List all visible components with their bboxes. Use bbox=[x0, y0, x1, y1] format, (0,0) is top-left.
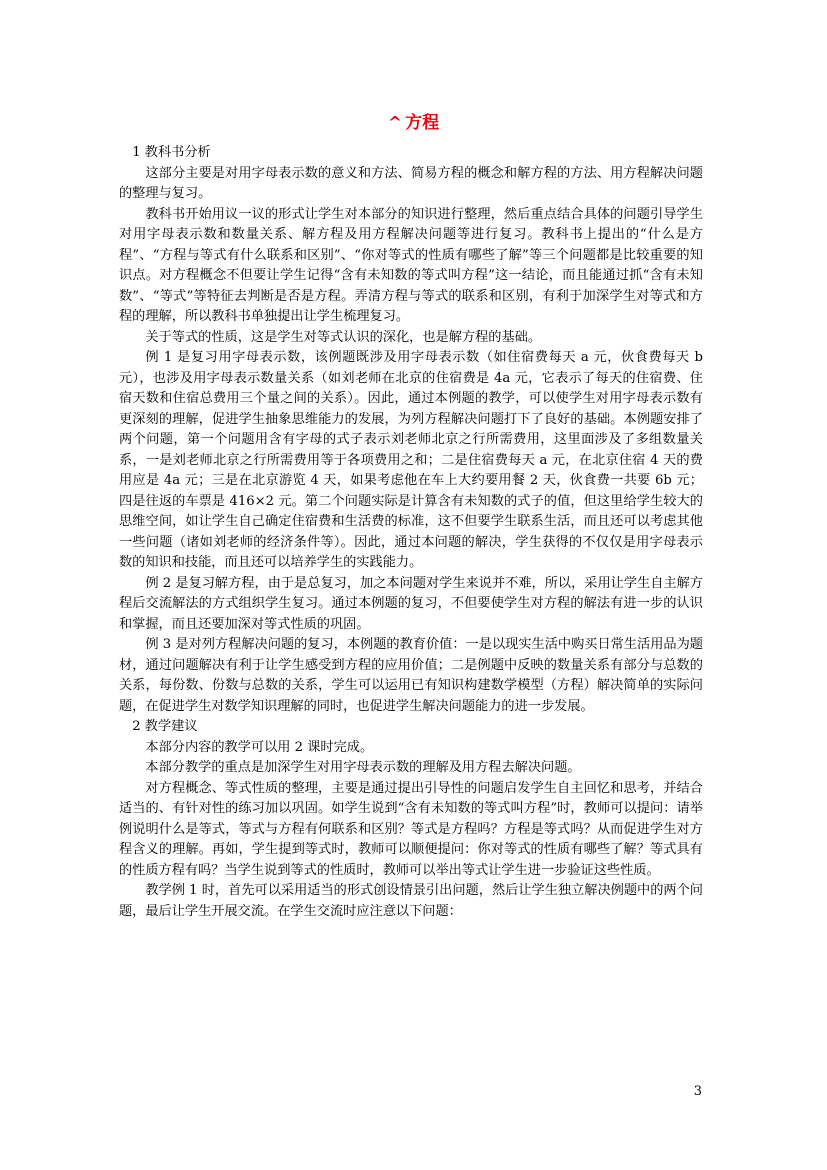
paragraph: 例 2 是复习解方程，由于是总复习，加之本问题对学生来说并不难，所以，采用让学生自主解方程后交流解法的方式组织学生复习。通过本例题的复习，不但要使学生对方程的解法有进一步的认识和掌握，而且还要加深对等式性质的巩固。 bbox=[119, 575, 703, 632]
document-body bbox=[119, 143, 703, 922]
page-title-text: 方程 bbox=[405, 113, 440, 133]
section-heading-1: 1 教科书分析 bbox=[132, 145, 211, 160]
paragraph: 本部分教学的重点是加深学生对用字母表示数的理解及用方程去解决问题。 bbox=[145, 760, 581, 775]
page-number: 3 bbox=[693, 1084, 702, 1099]
paragraph: 例 3 是对列方程解决问题的复习，本例题的教育价值：一是以现实生活中购买日常生活用品为题材，通过问题解决有利于让学生感受到方程的应用价值；二是例题中反映的数量关系有部分与总数的关系，每份数、份数与总数的关系，学生可以运用已有知识构建数学模型（方程）解决简单的实际问题，在促进学生对数学知识理解的同时，也促进学生解决问题能力的进一步发展。 bbox=[119, 637, 703, 714]
paragraph: 教学例 1 时，首先可以采用适当的形式创设情景引出问题，然后让学生独立解决例题中的两个问题，最后让学生开展交流。在学生交流时应注意以下问题： bbox=[119, 883, 703, 919]
page-title bbox=[0, 112, 827, 134]
paragraph: 本部分内容的教学可以用 2 课时完成。 bbox=[145, 739, 374, 755]
caret-icon: ^ bbox=[387, 113, 403, 133]
paragraph: 教科书开始用议一议的形式让学生对本部分的知识进行整理，然后重点结合具体的问题引导学生对用字母表示数和数量关系、解方程及用方程解决问题等进行复习。教科书上提出的“什么是方程”、“方程与等式有什么联系和区别”、“你对等式的性质有哪些了解”等三个问题都是比较重要的知识点。对方程概念不但要让学生记得“含有未知数的等式叫方程”这一结论，而且能通过抓“含有未知数”、“等式”等特征去判断是否是方程。弄清方程与等式的联系和区别，有利于加深学生对等式和方程的理解，所以教科书单独提出让学生梳理复习。 bbox=[119, 206, 703, 324]
paragraph: 例 1 是复习用字母表示数，该例题既涉及用字母表示数（如住宿费每天 a 元，伙食费每天 b 元），也涉及用字母表示数量关系（如刘老师在北京的住宿费是 4a 元，它表示了每天的住宿费、住宿天数和住宿总费用三个量之间的关系）。因此，通过本例题的教学，可以使学生对用字母表示数有更深刻的理解，促进学生抽象思维能力的发展，为列方程解决问题打下了良好的基础。本例题安排了两个问题，第一个问题用含有字母的式子表示刘老师北京之行所需费用，这里面涉及了多组数量关系，一是刘老师北京之行所需费用等于各项费用之和；二是住宿费每天 a 元，在北京住宿 4 天的费用应是 4a 元；三是在北京游览 4 天，如果考虑他在车上大约要用餐 2 天，伙食费一共要 6b 元；四是往返的车票是 416×2 元。第二个问题实际是计算含有未知数的式子的值，但这里给学生较大的思维空间，如让学生自己确定住宿费和生活费的标准，这不但要学生联系生活，而且还可以考虑其他一些问题（诸如刘老师的经济条件等）。因此，通过本问题的解决，学生获得的不仅仅是用字母表示数的知识和技能，而且还可以培养学生的实践能力。 bbox=[119, 350, 703, 570]
paragraph: 关于等式的性质，这是学生对等式认识的深化，也是解方程的基础。 bbox=[145, 329, 542, 345]
paragraph: 对方程概念、等式性质的整理，主要是通过提出引导性的问题启发学生自主回忆和思考，并结合适当的、有针对性的练习加以巩固。如学生说到“含有未知数的等式叫方程”时，教师可以提问：请举例说明什么是等式，等式与方程有何联系和区别？等式是方程吗？方程是等式吗？从而促进学生对方程含义的理解。再如，学生提到等式时，教师可以顺便提问：你对等式的性质有哪些了解？等式具有的性质方程有吗？当学生说到等式的性质时，教师可以举出等式让学生进一步验证这些性质。 bbox=[119, 780, 703, 878]
section-heading-2: 2 教学建议 bbox=[132, 719, 198, 734]
paragraph: 这部分主要是对用字母表示数的意义和方法、简易方程的概念和解方程的方法、用方程解决问题的整理与复习。 bbox=[119, 165, 703, 201]
